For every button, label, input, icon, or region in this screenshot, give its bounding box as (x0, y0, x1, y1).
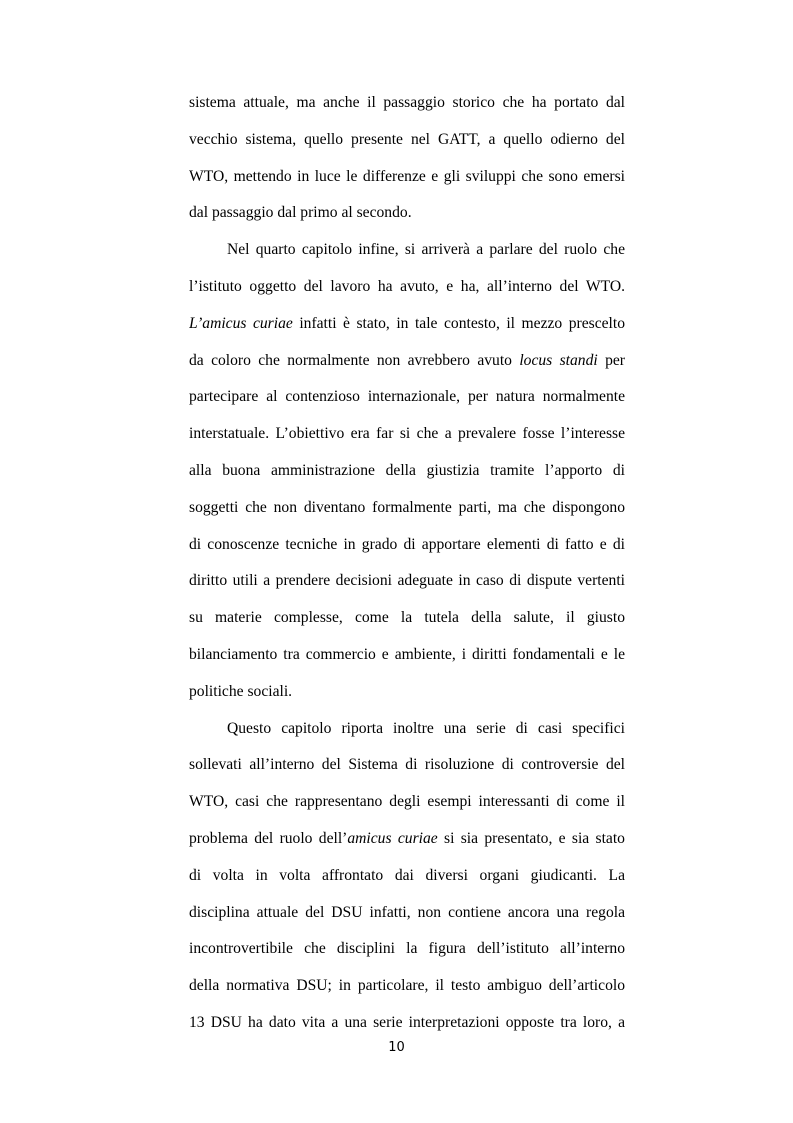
text-run: su materie complesse, come la tutela della salute, il giusto (189, 609, 625, 627)
text-run: partecipare al contenzioso internazionale, per natura normalmente (189, 388, 625, 406)
text-line (189, 419, 625, 456)
text-line (189, 640, 625, 677)
text-run: si sia presentato, e sia stato (437, 829, 625, 847)
text-run: sollevati all’interno del Sistema di risoluzione di controversie del (189, 756, 625, 774)
italic-term: locus standi (519, 351, 598, 369)
text-line (189, 88, 625, 125)
text-run: Nel quarto capitolo infine, si arriverà a parlare del ruolo che (227, 241, 625, 259)
text-line (189, 382, 625, 419)
text-run: diritto utili a prendere decisioni adeguate in caso di dispute vertenti (189, 572, 625, 590)
text-line (189, 235, 625, 272)
text-run: sistema attuale, ma anche il passaggio storico che ha portato dal (189, 94, 625, 111)
text-line (189, 603, 625, 640)
paragraph-3 (189, 714, 625, 1045)
text-line (189, 787, 625, 824)
text-run: disciplina attuale del DSU infatti, non contiene ancora una regola (189, 903, 625, 921)
text-line (189, 346, 625, 383)
text-line (189, 566, 625, 603)
text-run: alla buona amministrazione della giustizia tramite l’apporto di (189, 461, 625, 479)
text-line (189, 750, 625, 787)
text-run: vecchio sistema, quello presente nel GATT, a quello odierno del (189, 130, 625, 148)
paragraph-1 (189, 88, 625, 235)
text-line (189, 677, 625, 714)
text-run: 13 DSU ha dato vita a una serie interpretazioni opposte tra loro, a (189, 1013, 625, 1031)
text-line (189, 934, 625, 971)
text-run: politiche sociali. (189, 682, 293, 700)
text-line (189, 824, 625, 861)
text-run: da coloro che normalmente non avrebbero avuto (189, 351, 520, 369)
paragraph-2 (189, 235, 625, 713)
text-line (189, 125, 625, 162)
text-run: infatti è stato, in tale contesto, il mezzo prescelto (292, 314, 625, 332)
text-line (189, 198, 625, 235)
text-run: dal passaggio dal primo al secondo. (189, 204, 412, 222)
text-run: problema del ruolo dell’ (189, 829, 348, 847)
text-line (189, 898, 625, 935)
text-run: l’istituto oggetto del lavoro ha avuto, e ha, all’interno del WTO. (189, 277, 625, 295)
italic-term: L’amicus curiae (189, 314, 293, 332)
text-run: soggetti che non diventano formalmente parti, ma che dispongono (189, 498, 625, 516)
text-line (189, 714, 625, 751)
text-run: bilanciamento tra commercio e ambiente, i diritti fondamentali e le (189, 645, 625, 663)
text-line (189, 309, 625, 346)
body-text (189, 88, 625, 1045)
text-run: WTO, mettendo in luce le differenze e gli sviluppi che sono emersi (189, 167, 625, 185)
italic-term: amicus curiae (347, 829, 438, 847)
text-line (189, 530, 625, 567)
text-line (189, 456, 625, 493)
text-line (189, 861, 625, 898)
text-line (189, 272, 625, 309)
text-run: di conoscenze tecniche in grado di apportare elementi di fatto e di (189, 535, 625, 553)
text-run: di volta in volta affrontato dai diversi organi giudicanti. La (189, 866, 625, 884)
page-number: 10 (388, 1040, 405, 1055)
text-run: per (597, 351, 625, 369)
text-run: della normativa DSU; in particolare, il testo ambiguo dell’articolo (189, 977, 625, 995)
text-run: WTO, casi che rappresentano degli esempi interessanti di come il (189, 793, 625, 811)
text-line (189, 971, 625, 1008)
text-line (189, 493, 625, 530)
text-line (189, 162, 625, 199)
text-run: incontrovertibile che disciplini la figura dell’istituto all’interno (189, 940, 625, 958)
text-run: Questo capitolo riporta inoltre una serie di casi specifici (227, 719, 625, 737)
text-run: interstatuale. L’obiettivo era far si che a prevalere fosse l’interesse (189, 425, 625, 443)
